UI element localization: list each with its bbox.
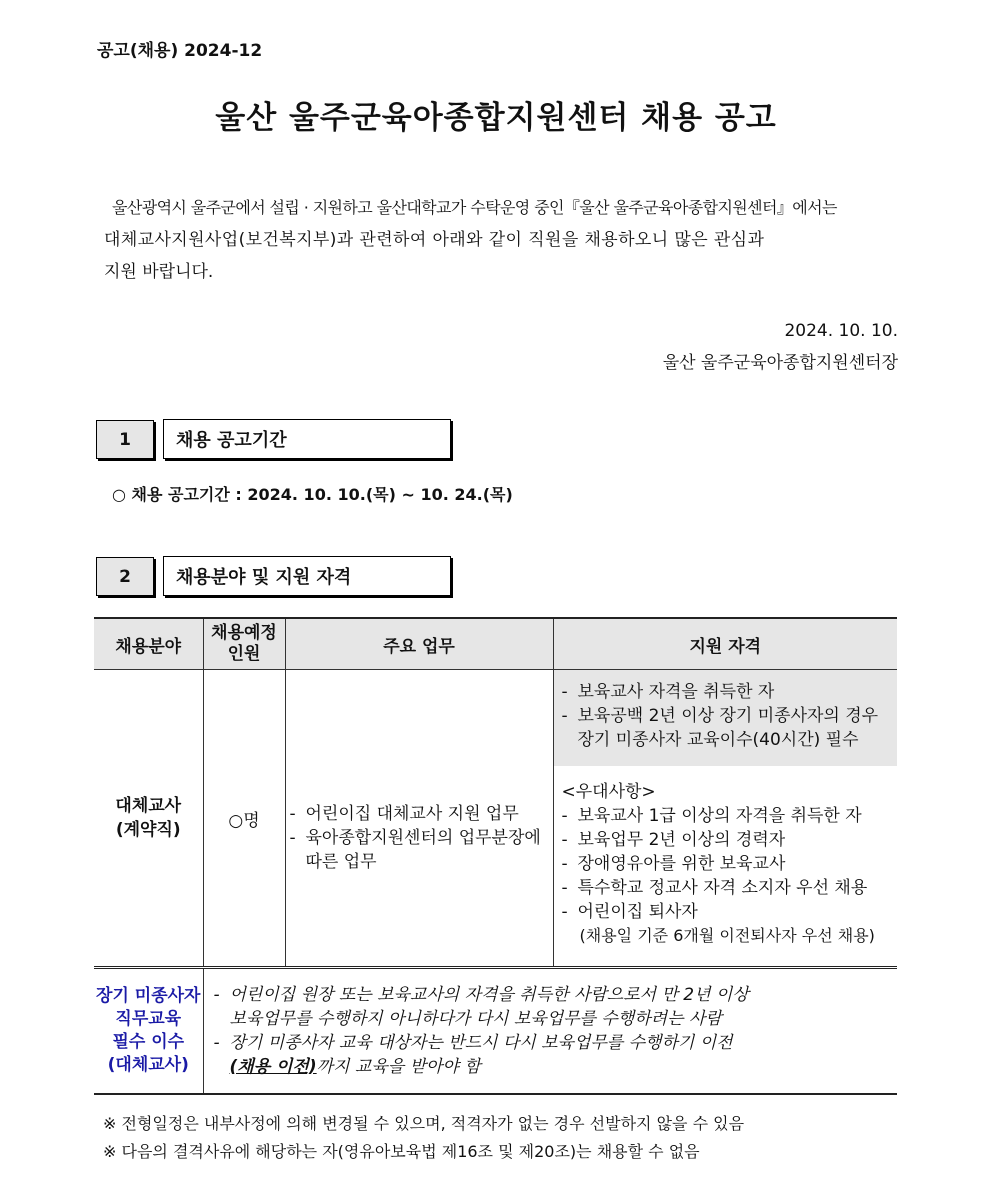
duties-list [286, 802, 553, 874]
table-row [94, 670, 897, 968]
preferred-note: (채용일 기준 6개월 이전퇴사자 우선 채용) [579, 926, 875, 945]
edu-text: 장기 미종사자 교육 대상자는 반드시 다시 보육업무를 수행하기 이전 [229, 1033, 733, 1053]
note-disqualification: ※ 다음의 결격사유에 해당하는 자(영유아보육법 제16조 및 제20조)는 채용할 수 없음 [103, 1142, 700, 1161]
list-item: - 보육교사 1급 이상의 자격을 취득한 자 [558, 804, 894, 828]
table-header-row [94, 618, 897, 670]
list-item: - 보육업무 2년 이상의 경력자 [558, 828, 894, 852]
qualification-cell [553, 670, 897, 968]
table-row [94, 968, 897, 1095]
list-item: - 어린이집 퇴사자 [558, 900, 894, 924]
issue-date: 2024. 10. 10. [784, 321, 898, 341]
list-item: - 특수학교 정교사 자격 소지자 우선 채용 [558, 876, 894, 900]
list-item: - 어린이집 원장 또는 보육교사의 자격을 취득한 사람으로서 만 2년 이상 보육업무를 수행하지 아니하다가 다시 보육업무를 수행하려는 사람 [210, 983, 892, 1031]
preferred-list [558, 804, 894, 924]
list-item: - 장애영유아를 위한 보육교사 [558, 852, 894, 876]
section-number: 1 [96, 420, 154, 459]
intro-line: 지원 바랍니다. [104, 262, 214, 282]
required-qualifications [554, 670, 898, 766]
issue-block [663, 315, 898, 379]
preferred-title: <우대사항> [561, 782, 656, 802]
section-title: 채용분야 및 지원 자격 [163, 556, 451, 596]
edu-list [210, 983, 892, 1079]
list-item: - 보육공백 2년 이상 장기 미종사자의 경우 장기 미종사자 교육이수(40시간) 필수 [558, 704, 894, 752]
section-number: 2 [96, 557, 154, 596]
list-item: - 육아종합지원센터의 업무분장에 따른 업무 [286, 826, 553, 874]
header-field: 채용분야 [94, 618, 203, 670]
field-cell: 대체교사 (계약직) [94, 670, 203, 968]
intro-line: 울산광역시 울주군에서 설립 · 지원하고 울산대학교가 수탁운영 중인『울산 울주군육아종합지원센터』에서는 [112, 198, 837, 217]
header-qualification: 지원 자격 [553, 618, 897, 670]
duties-cell [285, 670, 553, 968]
list-item: - 보육교사 자격을 취득한 자 [558, 680, 894, 704]
header-count: 채용예정 인원 [203, 618, 285, 670]
edu-label-cell: 장기 미종사자 직무교육 필수 이수 (대체교사) [94, 968, 203, 1095]
intro-paragraph [104, 192, 900, 288]
recruit-period: ○ 채용 공고기간 : 2024. 10. 10.(목) ~ 10. 24.(목) [112, 485, 513, 504]
list-item: - 어린이집 대체교사 지원 업무 [286, 802, 553, 826]
header-duties: 주요 업무 [285, 618, 553, 670]
note-schedule: ※ 전형일정은 내부사정에 의해 변경될 수 있으며, 적격자가 없는 경우 선발하지 않을 수 있음 [103, 1114, 745, 1133]
issuer: 울산 울주군육아종합지원센터장 [662, 353, 898, 373]
intro-line: 대체교사지원사업(보건복지부)과 관련하여 아래와 같이 직원을 채용하오니 많은 관심과 [104, 230, 765, 250]
edu-text: 까지 교육을 받아야 함 [316, 1057, 481, 1077]
page-title: 울산 울주군육아종합지원센터 채용 공고 [215, 100, 777, 136]
edu-content-cell [203, 968, 897, 1095]
notice-number: 공고(채용) 2024-12 [97, 41, 263, 61]
list-item [210, 1031, 892, 1079]
section-title: 채용 공고기간 [163, 419, 451, 459]
recruit-table [94, 617, 897, 1095]
preferred-qualifications [554, 766, 898, 960]
count-cell: ○명 [203, 670, 285, 968]
emphasis-text: (채용 이전) [229, 1057, 317, 1077]
required-list [558, 680, 894, 752]
